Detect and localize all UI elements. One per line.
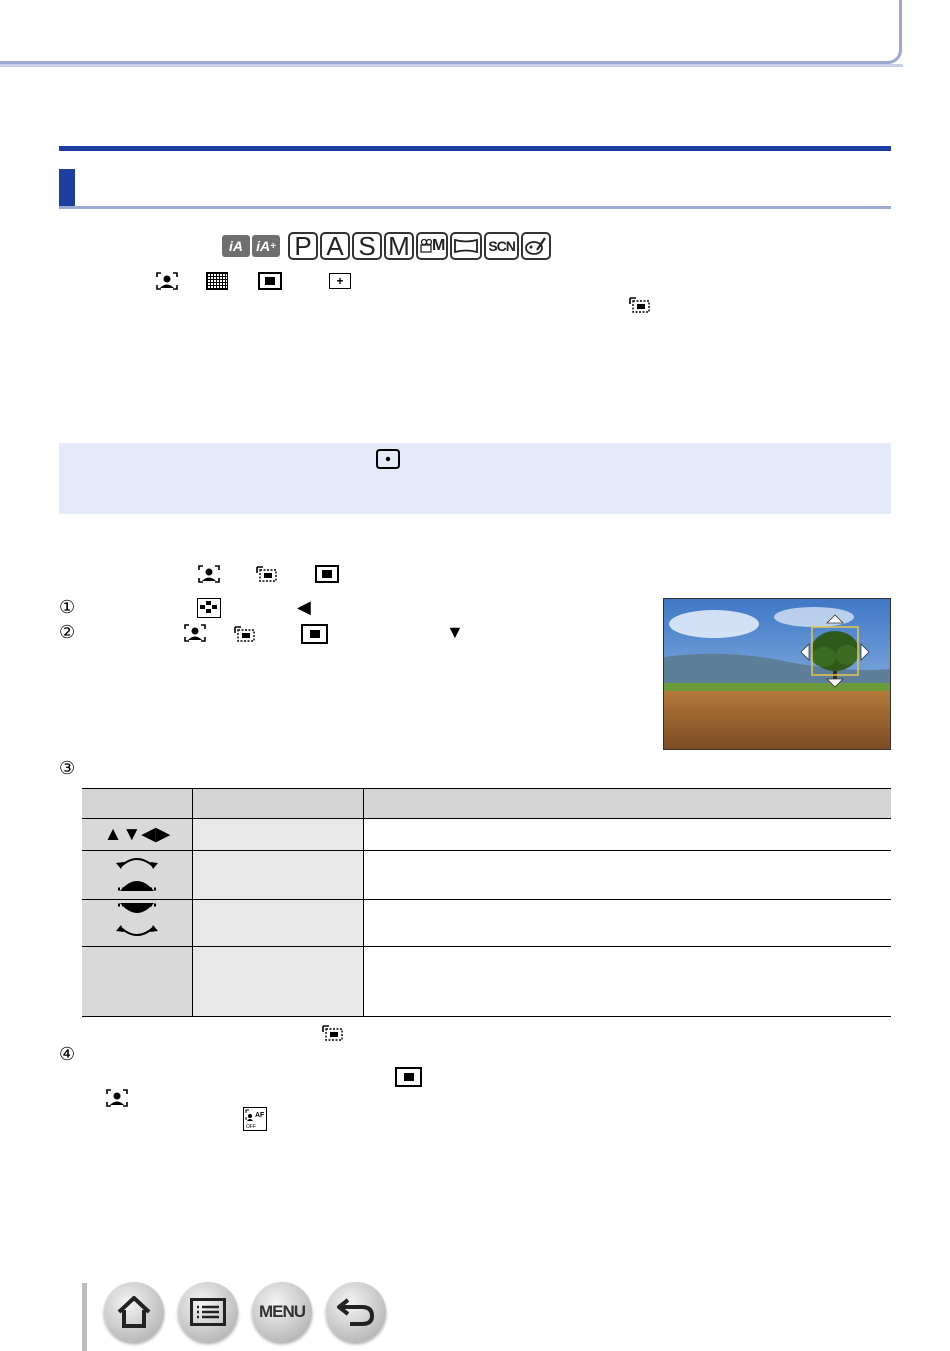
- back-button[interactable]: [326, 1282, 386, 1342]
- table-header-cell: [82, 789, 193, 819]
- svg-text:OFF: OFF: [246, 1124, 256, 1130]
- af-off-icon: [243, 1107, 267, 1131]
- section-rule: [59, 206, 891, 209]
- table-cell: [364, 900, 892, 947]
- panorama-icon: [454, 239, 478, 253]
- one-area-icon-2: [315, 565, 339, 583]
- step-1-number: ①: [59, 597, 76, 617]
- control-dial-icon: [112, 901, 162, 941]
- down-arrow-icon: ▼: [446, 622, 464, 642]
- mode-creative-icon: [521, 232, 551, 260]
- home-button[interactable]: [104, 1282, 164, 1342]
- home-icon: [115, 1295, 153, 1329]
- mode-ia-plus-icon: iA +: [252, 235, 280, 257]
- table-row: [82, 851, 891, 900]
- back-arrow-icon: [336, 1296, 376, 1328]
- palette-brush-icon: [525, 236, 547, 256]
- face-eye-detection-icon-3: [184, 624, 206, 642]
- face-eye-detection-icon-2: [198, 565, 220, 583]
- table-row: [82, 900, 891, 947]
- header-divider: [0, 64, 903, 67]
- table-row: [82, 819, 891, 851]
- table-header-cell: [193, 789, 364, 819]
- af-area-photo: [663, 598, 891, 750]
- mode-a-icon: A: [320, 232, 350, 260]
- mode-m-icon: M: [384, 232, 414, 260]
- operations-table: [82, 788, 891, 1017]
- list-icon: [190, 1298, 226, 1326]
- table-cell: [82, 947, 193, 1017]
- applicable-modes: [222, 232, 551, 260]
- table-cell: [193, 819, 364, 851]
- one-area-icon-4: [395, 1067, 422, 1087]
- mode-s-icon: S: [352, 232, 382, 260]
- custom-multi-icon: [628, 296, 652, 319]
- one-area-icon-3: [301, 624, 328, 644]
- one-area-icon: [258, 272, 282, 290]
- custom-multi-icon-4: [321, 1024, 345, 1047]
- mode-p-icon: P: [288, 232, 318, 260]
- table-cell: [364, 947, 892, 1017]
- table-cell: [364, 851, 892, 900]
- step-3-number: ③: [59, 758, 76, 778]
- table-cell: [193, 947, 364, 1017]
- mode-ia-icon: iA: [222, 235, 250, 257]
- cursor-buttons-icon: ▲▼◀▶: [82, 819, 193, 851]
- rear-dial-icon: [112, 853, 162, 893]
- table-cell: [193, 900, 364, 947]
- face-eye-detection-icon: [156, 272, 178, 290]
- mode-scn-icon: SCN: [484, 232, 519, 260]
- custom-multi-icon-2: [255, 565, 279, 588]
- note-box: [59, 443, 891, 514]
- custom-multi-icon-3: [233, 625, 257, 648]
- svg-text:AF: AF: [255, 1112, 265, 1119]
- table-cell: [364, 819, 892, 851]
- table-header-cell: [364, 789, 892, 819]
- face-eye-detection-icon-4: [106, 1089, 128, 1107]
- table-cell: [82, 900, 193, 947]
- area-49-icon: [206, 272, 228, 290]
- spot-metering-icon: [376, 449, 400, 474]
- step-2-number: ②: [59, 622, 76, 642]
- mode-movie-m-icon: M: [416, 232, 448, 260]
- title-rule: [59, 146, 891, 151]
- section-marker: [59, 169, 75, 209]
- footer-divider: [82, 1283, 87, 1351]
- pinpoint-icon: +: [329, 273, 351, 289]
- menu-button[interactable]: [252, 1282, 312, 1342]
- movie-camera-icon: [420, 239, 432, 253]
- table-cell: [193, 851, 364, 900]
- table-cell: [82, 851, 193, 900]
- table-row: [82, 947, 891, 1017]
- contents-button[interactable]: [178, 1282, 238, 1342]
- header-frame: [0, 0, 902, 64]
- menu-button-label: MENU: [258, 1302, 306, 1321]
- step-4-number: ④: [59, 1044, 76, 1064]
- left-arrow-icon: ◀: [297, 597, 311, 617]
- table-header-row: [82, 789, 891, 819]
- mode-panorama-icon: [450, 232, 482, 260]
- af-mode-button-icon: [197, 598, 221, 618]
